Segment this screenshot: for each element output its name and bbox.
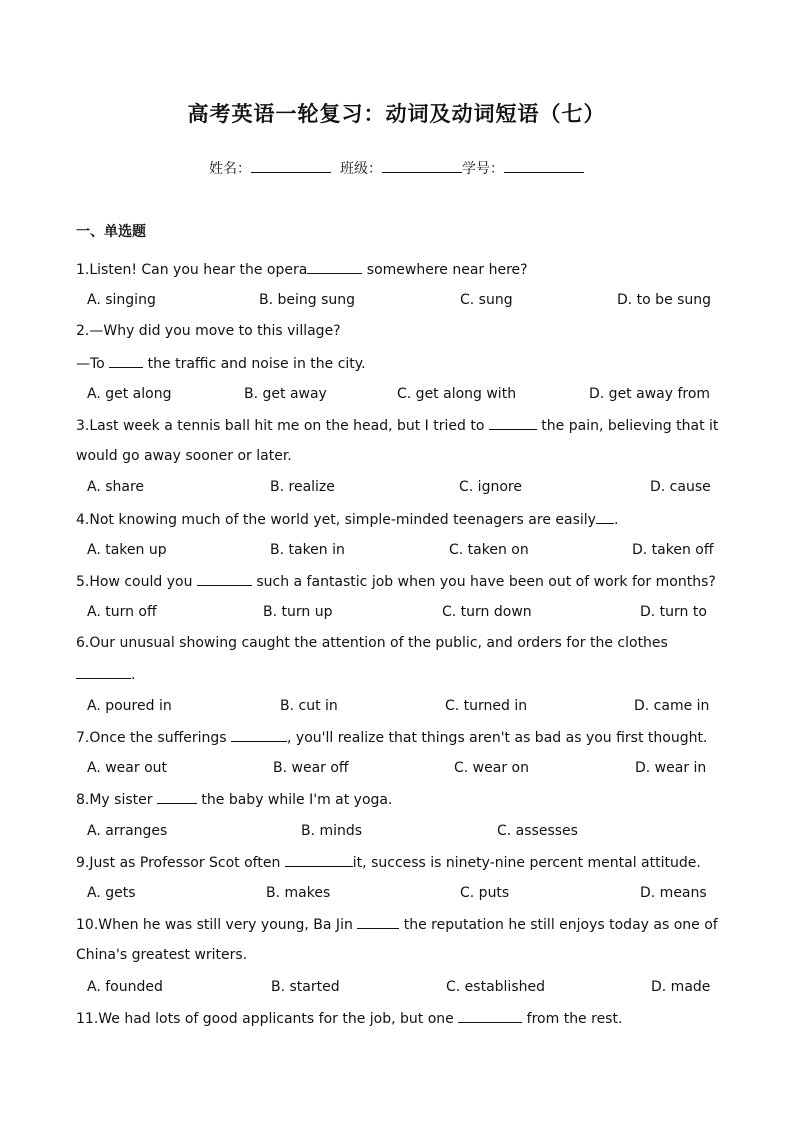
option-c[interactable]: C. assesses bbox=[497, 823, 578, 839]
student-id-label: 学号： bbox=[461, 161, 504, 177]
section-heading: 一、单选题 bbox=[76, 224, 146, 240]
student-id-blank[interactable] bbox=[504, 158, 584, 173]
option-b[interactable]: B. started bbox=[271, 979, 340, 995]
class-blank[interactable] bbox=[382, 158, 462, 173]
option-c[interactable]: C. puts bbox=[460, 885, 510, 901]
option-c[interactable]: C. established bbox=[446, 979, 545, 995]
option-a[interactable]: A. taken up bbox=[87, 542, 167, 558]
question-5-stem: 5.How could you such a fantastic job when you have been out of work for months? bbox=[76, 574, 716, 590]
option-b[interactable]: B. get away bbox=[244, 386, 327, 402]
answer-blank bbox=[231, 728, 287, 742]
answer-blank bbox=[157, 790, 197, 804]
question-9-stem: 9.Just as Professor Scot often it, success is ninety-nine percent mental attitude. bbox=[76, 855, 701, 871]
option-d[interactable]: D. made bbox=[651, 979, 711, 995]
option-c[interactable]: C. turned in bbox=[445, 698, 528, 714]
option-c[interactable]: C. turn down bbox=[442, 604, 532, 620]
option-c[interactable]: C. sung bbox=[460, 292, 513, 308]
answer-blank bbox=[357, 915, 399, 929]
option-c[interactable]: C. ignore bbox=[459, 479, 522, 495]
option-a[interactable]: A. get along bbox=[87, 386, 172, 402]
question-7-stem: 7.Once the sufferings , you'll realize that things aren't as bad as you first thought. bbox=[76, 730, 708, 746]
option-d[interactable]: D. turn to bbox=[640, 604, 707, 620]
question-8-stem: 8.My sister the baby while I'm at yoga. bbox=[76, 792, 393, 808]
option-a[interactable]: A. singing bbox=[87, 292, 156, 308]
answer-blank bbox=[197, 572, 252, 586]
name-label: 姓名： bbox=[209, 161, 252, 177]
question-4-stem: 4.Not knowing much of the world yet, simple-minded teenagers are easily . bbox=[76, 512, 619, 528]
question-10-stem: 10.When he was still very young, Ba Jin the reputation he still enjoys today as one of bbox=[76, 917, 718, 933]
answer-blank bbox=[596, 510, 614, 524]
option-a[interactable]: A. wear out bbox=[87, 760, 168, 776]
answer-blank bbox=[489, 416, 537, 430]
answer-blank bbox=[76, 665, 131, 679]
question-6-stem: . bbox=[76, 665, 135, 684]
class-label: 班级： bbox=[339, 161, 382, 177]
question-11-stem: 11.We had lots of good applicants for the job, but one from the rest. bbox=[76, 1011, 623, 1027]
option-a[interactable]: A. turn off bbox=[87, 604, 157, 620]
answer-blank bbox=[307, 260, 362, 274]
option-d[interactable]: D. came in bbox=[634, 698, 710, 714]
option-b[interactable]: B. cut in bbox=[280, 698, 338, 714]
option-d[interactable]: D. taken off bbox=[632, 542, 714, 558]
option-b[interactable]: B. taken in bbox=[270, 542, 345, 558]
student-info-row bbox=[0, 158, 793, 178]
option-b[interactable]: B. turn up bbox=[263, 604, 333, 620]
question-3-stem-line2: would go away sooner or later. bbox=[76, 448, 292, 464]
option-c[interactable]: C. get along with bbox=[397, 386, 517, 402]
option-a[interactable]: A. share bbox=[87, 479, 145, 495]
answer-blank bbox=[109, 354, 143, 368]
option-d[interactable]: D. get away from bbox=[589, 386, 711, 402]
option-a[interactable]: A. poured in bbox=[87, 698, 172, 714]
option-b[interactable]: B. realize bbox=[270, 479, 335, 495]
option-d[interactable]: D. wear in bbox=[635, 760, 707, 776]
option-c[interactable]: C. wear on bbox=[454, 760, 529, 776]
question-2-stem-line1: 2.—Why did you move to this village? bbox=[76, 323, 341, 339]
answer-blank bbox=[285, 853, 353, 867]
option-a[interactable]: A. arranges bbox=[87, 823, 168, 839]
question-10-stem-line2: China's greatest writers. bbox=[76, 947, 248, 963]
option-d[interactable]: D. means bbox=[640, 885, 707, 901]
answer-blank bbox=[458, 1009, 522, 1023]
option-a[interactable]: A. gets bbox=[87, 885, 136, 901]
option-b[interactable]: B. wear off bbox=[273, 760, 349, 776]
question-1-stem: 1.Listen! Can you hear the opera somewhere near here? bbox=[76, 262, 528, 278]
page-title: 高考英语一轮复习：动词及动词短语（七） bbox=[187, 102, 606, 126]
question-2-stem: —To the traffic and noise in the city. bbox=[76, 356, 366, 372]
question-6-stem-line1: 6.Our unusual showing caught the attention of the public, and orders for the clothes bbox=[76, 635, 668, 651]
name-blank[interactable] bbox=[251, 158, 331, 173]
option-d[interactable]: D. to be sung bbox=[617, 292, 712, 308]
question-3-stem: 3.Last week a tennis ball hit me on the head, but I tried to the pain, believing that it bbox=[76, 418, 719, 434]
option-b[interactable]: B. makes bbox=[266, 885, 331, 901]
option-b[interactable]: B. being sung bbox=[259, 292, 356, 308]
option-c[interactable]: C. taken on bbox=[449, 542, 529, 558]
option-d[interactable]: D. cause bbox=[650, 479, 711, 495]
option-b[interactable]: B. minds bbox=[301, 823, 363, 839]
option-a[interactable]: A. founded bbox=[87, 979, 163, 995]
